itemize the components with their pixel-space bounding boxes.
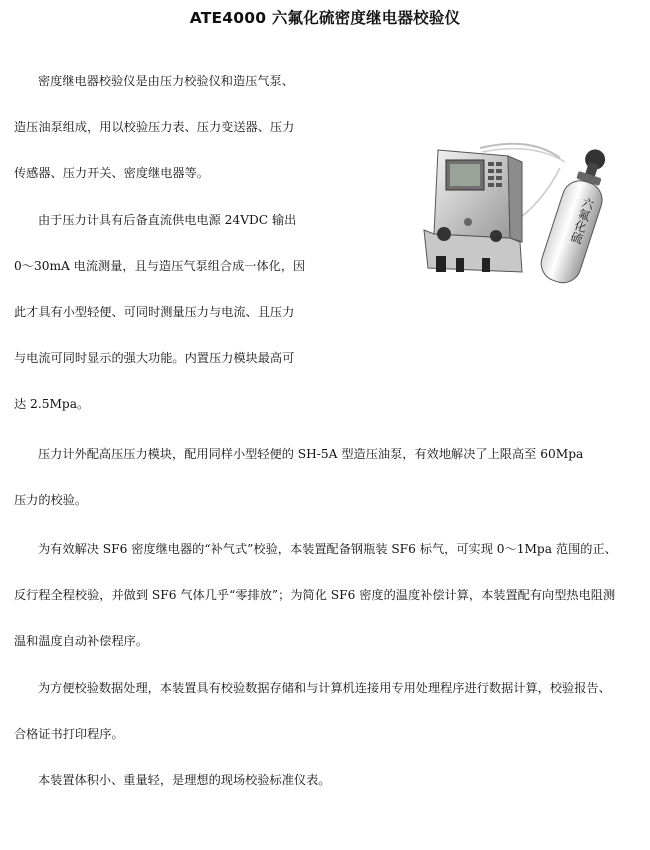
text-line: 传感器、压力开关、密度继电器等。 [14, 166, 209, 180]
text-line: 造压油泵组成，用以校验压力表、压力变送器、压力 [14, 120, 295, 134]
product-photo [410, 138, 646, 298]
text-line: 此才具有小型轻便、可同时测量压力与电流、且压力 [14, 305, 295, 319]
text-line: 合格证书打印程序。 [14, 727, 124, 741]
text-line: 压力计外配高压压力模块，配用同样小型轻便的 SH-5A 型造压油泵，有效地解决了上限高至 60Mpa [38, 447, 584, 461]
text-line: 0～30mA 电流测量，且与造压气泵组合成一体化，因 [14, 259, 306, 273]
text-line: 温和温度自动补偿程序。 [14, 634, 149, 648]
text-line: 压力的校验。 [14, 493, 88, 507]
paragraph-sf6 [14, 526, 640, 664]
paragraph-power [14, 197, 344, 427]
paragraph-summary [14, 757, 640, 803]
text-line: 由于压力计具有后备直流供电电源 24VDC 输出 [38, 213, 297, 227]
text-line: 密度继电器校验仪是由压力校验仪和造压气泵、 [38, 74, 294, 88]
text-line: 达 2.5Mpa。 [14, 397, 90, 411]
paragraph-data-processing [14, 665, 640, 757]
page-title: ATE4000 六氟化硫密度继电器校验仪 [189, 9, 461, 27]
paragraph-high-pressure [14, 431, 640, 523]
text-line: 为方便校验数据处理，本装置具有校验数据存储和与计算机连接用专用处理程序进行数据计算，校验报告、 [38, 681, 611, 695]
text-line: 为有效解决 SF6 密度继电器的“补气式”校验，本装置配备钢瓶装 SF6 标气，可实现 0～1Mpa 范围的正、 [38, 542, 617, 556]
text-line: 与电流可同时显示的强大功能。内置压力模块最高可 [14, 351, 295, 365]
product-illustration [410, 138, 646, 298]
text-line: 反行程全程校验，并做到 SF6 气体几乎“零排放”；为简化 SF6 密度的温度补偿计算，本装置配有向型热电阻测 [14, 588, 616, 602]
calibrator-unit [424, 150, 522, 272]
text-line: 本装置体积小、重量轻，是理想的现场校验标准仪表。 [38, 773, 331, 787]
cylinder-label: 六氟化硫 [567, 195, 597, 246]
paragraph-intro [14, 58, 344, 196]
